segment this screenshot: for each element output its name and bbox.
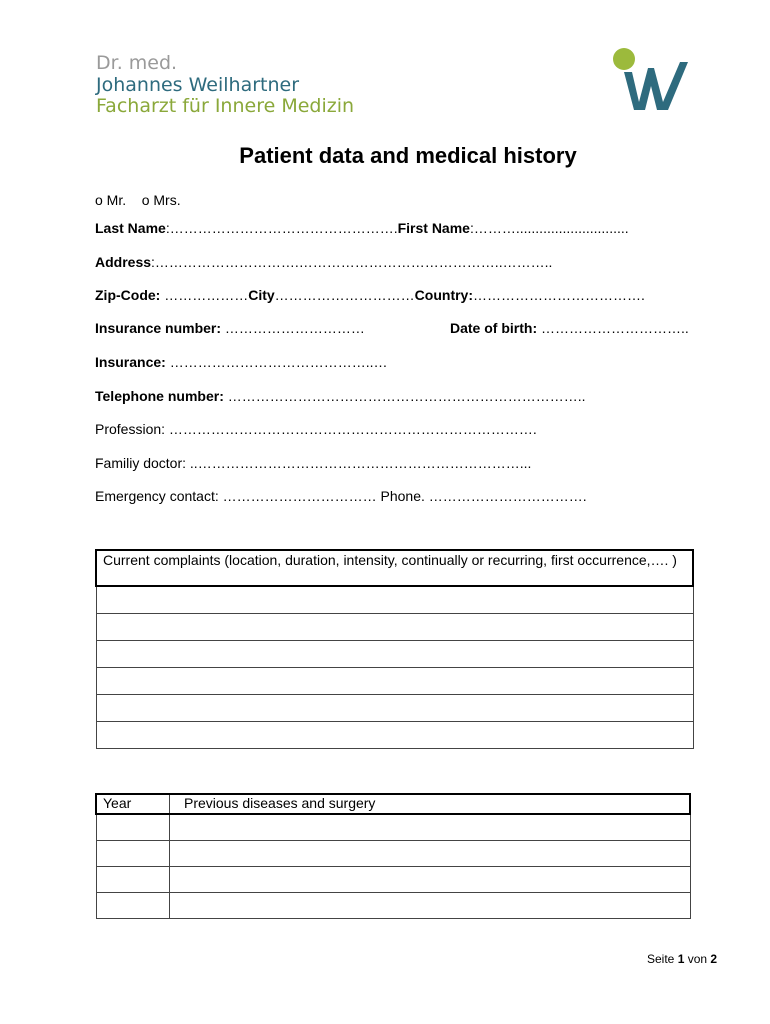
complaints-row[interactable]: [96, 668, 693, 695]
year-header: Year: [96, 794, 170, 814]
telephone-row: [95, 388, 586, 404]
year-cell[interactable]: [96, 893, 170, 919]
logo-dot: [613, 48, 635, 70]
doctor-title: Dr. med.: [96, 52, 178, 74]
name-row: [95, 220, 629, 236]
disease-cell[interactable]: [170, 893, 691, 919]
insurance-field[interactable]: ……………………………………..…: [165, 354, 388, 370]
complaints-table: [95, 549, 694, 749]
zip-field[interactable]: ………………: [160, 287, 249, 303]
dob-field[interactable]: …………………………..: [537, 320, 689, 336]
zip-city-country-row: [95, 287, 645, 303]
insurance-row: [95, 354, 387, 370]
address-label: Address: [95, 254, 152, 270]
complaints-row[interactable]: [96, 641, 693, 668]
city-field[interactable]: …………………………: [274, 287, 415, 303]
complaints-row[interactable]: [96, 614, 693, 641]
last-name-field[interactable]: :………………………………………….: [165, 220, 398, 236]
page-title: Patient data and medical history: [239, 143, 577, 168]
telephone-field[interactable]: …………………………………………………………………..: [223, 388, 586, 404]
complaints-header: Current complaints (location, duration, intensity, continually or recurring, first occurrence,…. ): [96, 550, 693, 586]
telephone-label: Telephone number:: [95, 388, 224, 404]
seite-label: Seite: [647, 952, 678, 966]
practice-logo: [610, 46, 690, 112]
city-label: City: [248, 287, 275, 303]
year-cell[interactable]: [96, 841, 170, 867]
history-table: [95, 793, 691, 919]
page-footer: [647, 952, 717, 966]
insurance-number-label: Insurance number:: [95, 320, 222, 336]
family-doctor-field[interactable]: Familiy doctor: ..……………………………………………………………...: [95, 455, 532, 471]
logo-w: [624, 62, 688, 110]
first-name-field[interactable]: :……….............................: [469, 220, 629, 236]
complaints-row[interactable]: [96, 695, 693, 722]
von-label: von: [684, 952, 711, 966]
disease-cell[interactable]: [170, 867, 691, 893]
dob-row: [450, 320, 689, 336]
year-cell[interactable]: [96, 867, 170, 893]
mr-option[interactable]: o Mr.: [95, 192, 127, 208]
doctor-name: Johannes Weilhartner: [96, 74, 300, 96]
profession-field[interactable]: Profession: …………………………………………………………………….: [95, 421, 537, 437]
diseases-header: Previous diseases and surgery: [170, 794, 691, 814]
insurance-number-field[interactable]: …………………………: [221, 320, 365, 336]
address-field[interactable]: :………………………….……………………………………..………..: [151, 254, 553, 270]
salutation-row: [95, 192, 181, 208]
disease-cell[interactable]: [170, 814, 691, 841]
first-name-label: First Name: [397, 220, 470, 236]
country-field[interactable]: ……………………………….: [473, 287, 645, 303]
complaints-row[interactable]: [96, 586, 693, 614]
page-total: 2: [710, 952, 718, 966]
doctor-specialty: Facharzt für Innere Medizin: [96, 95, 355, 117]
mrs-option[interactable]: o Mrs.: [141, 192, 181, 208]
insurance-number-row: [95, 320, 365, 336]
year-cell[interactable]: [96, 814, 170, 841]
dob-label: Date of birth:: [450, 320, 538, 336]
disease-cell[interactable]: [170, 841, 691, 867]
country-label: Country:: [414, 287, 473, 303]
page-number: 1: [677, 952, 685, 966]
zip-label: Zip-Code:: [95, 287, 161, 303]
complaints-row[interactable]: [96, 722, 693, 749]
insurance-label: Insurance:: [95, 354, 166, 370]
address-row: [95, 254, 552, 270]
last-name-label: Last Name: [95, 220, 166, 236]
emergency-contact-field[interactable]: Emergency contact: …………………………… Phone. …………………………….: [95, 488, 587, 504]
